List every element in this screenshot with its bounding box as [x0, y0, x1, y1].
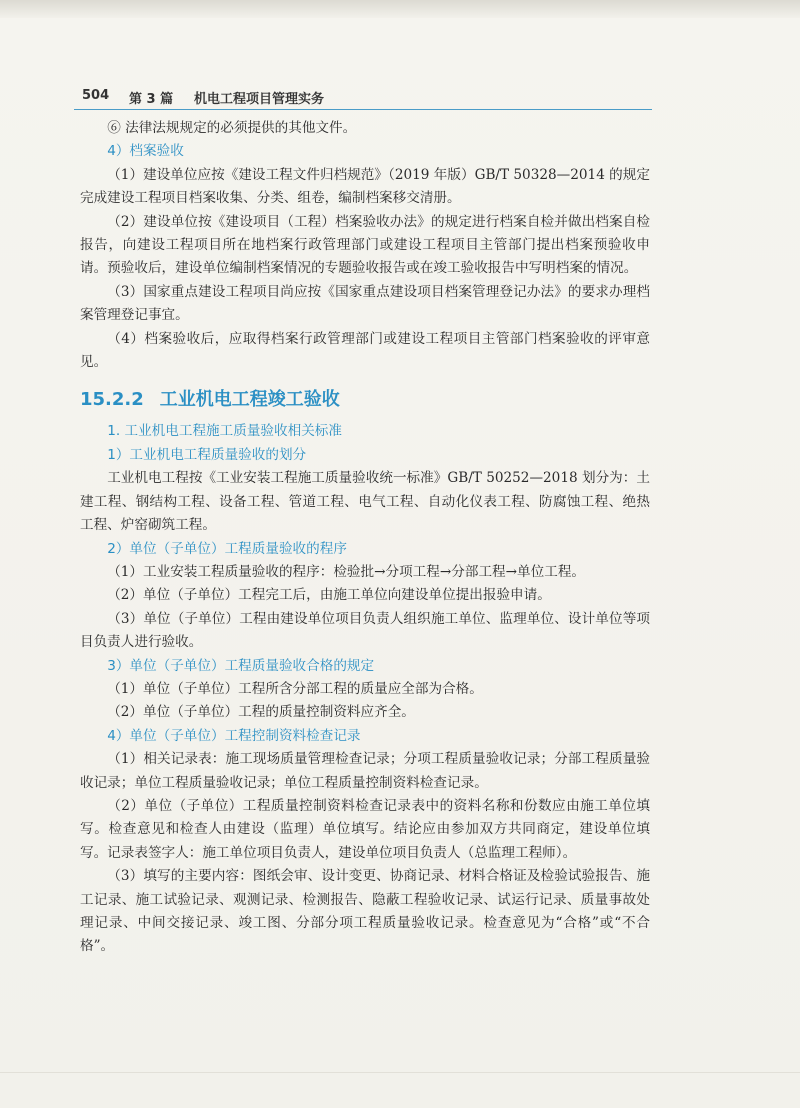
paragraph: 工业机电工程按《工业安装工程施工质量验收统一标准》GB/T 50252—2018 划分为：土建工程、钢结构工程、设备工程、管道工程、电气工程、自动化仪表工程、防腐蚀工程、绝热工程、炉窑砌筑工程。 [80, 470, 650, 534]
paragraph: （2）单位（子单位）工程质量控制资料检查记录表中的资料名称和份数应由施工单位填写。检查意见和检查人由建设（监理）单位填写。结论应由参加双方共同商定，建设单位填写。记录表签字人：施工单位项目负责人，建设单位项目负责人（总监理工程师）。 [80, 797, 650, 861]
scan-edge [0, 0, 800, 18]
paragraph: （4）档案验收后，应取得档案行政管理部门或建设工程项目主管部门档案验收的评审意见。 [80, 330, 650, 371]
paragraph: （1）单位（子单位）工程所含分部工程的质量应全部为合格。 [107, 680, 483, 697]
section-number: 15.2.2 [80, 389, 144, 411]
heading-control-records: 4）单位（子单位）工程控制资料检查记录 [107, 727, 361, 744]
paragraph: （3）国家重点建设工程项目尚应按《国家重点建设项目档案管理登记办法》的要求办理档案管理登记事宜。 [80, 283, 650, 324]
paragraph: （1）工业安装工程质量验收的程序：检验批→分项工程→分部工程→单位工程。 [107, 563, 586, 580]
paragraph: （1）相关记录表：施工现场质量管理检查记录；分项工程质量验收记录；分部工程质量验收记录；单位工程质量验收记录；单位工程质量控制资料检查记录。 [80, 751, 650, 791]
subsection-heading: 1. 工业机电工程施工质量验收相关标准 [107, 423, 342, 440]
body-text [80, 117, 650, 959]
subheading-archive: 4）档案验收 [107, 143, 184, 160]
part-label: 第 3 篇 [129, 92, 174, 107]
scan-bottom-edge [0, 1072, 800, 1073]
paragraph: （2）单位（子单位）工程完工后，由施工单位向建设单位提出报验申请。 [107, 587, 551, 604]
header-title: 机电工程项目管理实务 [194, 92, 325, 107]
paragraph: （1）建设单位应按《建设工程文件归档规范》（2019 年版）GB/T 50328—2014 的规定完成建设工程项目档案收集、分类、组卷，编制档案移交清册。 [80, 166, 650, 207]
heading-procedure: 2）单位（子单位）工程质量验收的程序 [107, 540, 347, 557]
paragraph: （2）建设单位按《建设项目（工程）档案验收办法》的规定进行档案自检并做出档案自检报告，向建设工程项目所在地档案行政管理部门或建设工程项目主管部门提出档案预验收申请。预验收后，建设单位编制档案情况的专题验收报告或在竣工验收报告中写明档案的情况。 [80, 213, 650, 277]
paragraph: （2）单位（子单位）工程的质量控制资料应齐全。 [107, 704, 415, 721]
running-header [74, 83, 652, 110]
paragraph: ⑥ 法律法规规定的必须提供的其他文件。 [107, 120, 357, 136]
paragraph: （3）填写的主要内容：图纸会审、设计变更、协商记录、材料合格证及检验试验报告、施工记录、施工试验记录、观测记录、检测报告、隐蔽工程验收记录、试运行记录、质量事故处理记录、中间交接记录、竣工图、分部分项工程质量验收记录。检查意见为“合格”或“不合格”。 [80, 868, 650, 955]
section-heading [80, 386, 650, 414]
heading-acceptance-rules: 3）单位（子单位）工程质量验收合格的规定 [107, 657, 375, 674]
heading-division: 1）工业机电工程质量验收的划分 [107, 446, 307, 463]
section-title: 工业机电工程竣工验收 [159, 389, 340, 411]
page-number: 504 [82, 88, 110, 103]
paragraph: （3）单位（子单位）工程由建设单位项目负责人组织施工单位、监理单位、设计单位等项目负责人进行验收。 [80, 610, 650, 651]
